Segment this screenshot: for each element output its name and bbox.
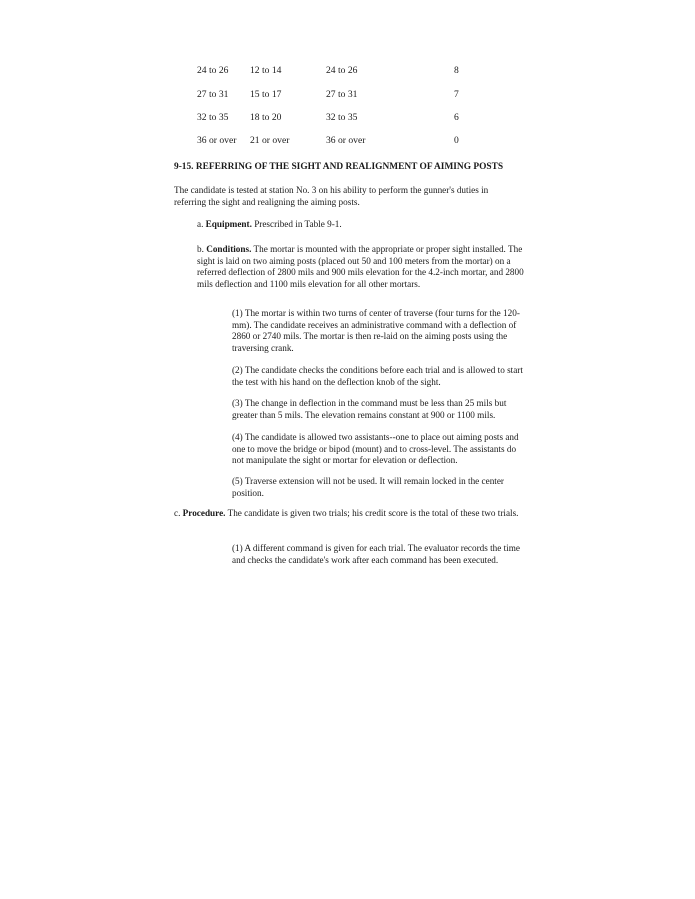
paragraph-text: The mortar is mounted with the appropriate or proper sight installed. The sight is laid on two aiming posts (placed out 50 and 100 meters from the mortar) on a referred deflection of 2800 mils and 900 mils elevation for the 4.2-inch mortar, and 2800 mils deflection and 1100 mils elevation for all other mortars. — [197, 244, 524, 289]
paragraph-text: Prescribed in Table 9-1. — [251, 219, 342, 229]
paragraph-c — [174, 508, 524, 520]
table-cell: 15 to 17 — [250, 89, 282, 100]
subparagraph-b5: (5) Traverse extension will not be used. It will remain locked in the center position. — [232, 476, 504, 498]
table-cell: 36 or over — [326, 135, 366, 146]
table-cell: 18 to 20 — [250, 112, 282, 123]
table-row — [0, 111, 695, 125]
table-cell: 0 — [454, 135, 459, 146]
table-cell: 27 to 31 — [197, 89, 229, 100]
paragraph-b — [197, 244, 525, 290]
table-cell: 12 to 14 — [250, 65, 282, 76]
paragraph-a — [197, 219, 527, 231]
subparagraph-b3: (3) The change in deflection in the command must be less than 25 mils but greater than 5 mils. The elevation remains constant at 900 or 1100 mils. — [232, 398, 507, 420]
table-row — [0, 134, 695, 148]
table-cell: 36 or over — [197, 135, 237, 146]
paragraph-text: The candidate is given two trials; his credit score is the total of these two trials. — [225, 508, 519, 518]
paragraph-prefix: c. — [174, 508, 183, 518]
table-cell: 32 to 35 — [197, 112, 229, 123]
table-cell: 24 to 26 — [326, 65, 358, 76]
subparagraph-b1: (1) The mortar is within two turns of center of traverse (four turns for the 120-mm). The candidate receives an administrative command with a deflection of 2860 or 2740 mils. The mortar is then re-laid on the aiming posts using the traversing crank. — [232, 308, 520, 353]
table-row — [0, 64, 695, 78]
subparagraph-b2: (2) The candidate checks the conditions before each trial and is allowed to start the test with his hand on the deflection knob of the sight. — [232, 365, 523, 387]
table-cell: 7 — [454, 89, 459, 100]
table-cell: 27 to 31 — [326, 89, 358, 100]
intro-paragraph: The candidate is tested at station No. 3 on his ability to perform the gunner's duties in referring the sight and realigning the aiming posts. — [174, 185, 489, 207]
paragraph-lead: Equipment. — [205, 219, 252, 229]
table-row — [0, 88, 695, 102]
paragraph-prefix: a. — [197, 219, 206, 229]
subparagraph-c1: (1) A different command is given for each trial. The evaluator records the time and checks the candidate's work after each command has been executed. — [232, 543, 520, 565]
section-heading: 9-15. REFERRING OF THE SIGHT AND REALIGNMENT OF AIMING POSTS — [174, 162, 504, 172]
paragraph-lead: Conditions. — [206, 244, 252, 254]
table-cell: 24 to 26 — [197, 65, 229, 76]
table-cell: 32 to 35 — [326, 112, 358, 123]
table-cell: 6 — [454, 112, 459, 123]
table-cell: 8 — [454, 65, 459, 76]
paragraph-lead: Procedure. — [182, 508, 226, 518]
paragraph-prefix: b. — [197, 244, 207, 254]
table-cell: 21 or over — [250, 135, 290, 146]
subparagraph-b4: (4) The candidate is allowed two assistants--one to place out aiming posts and one to move the bridge or bipod (mount) and to cross-level. The assistants do not manipulate the sight or mortar for elevation or deflection. — [232, 432, 519, 466]
